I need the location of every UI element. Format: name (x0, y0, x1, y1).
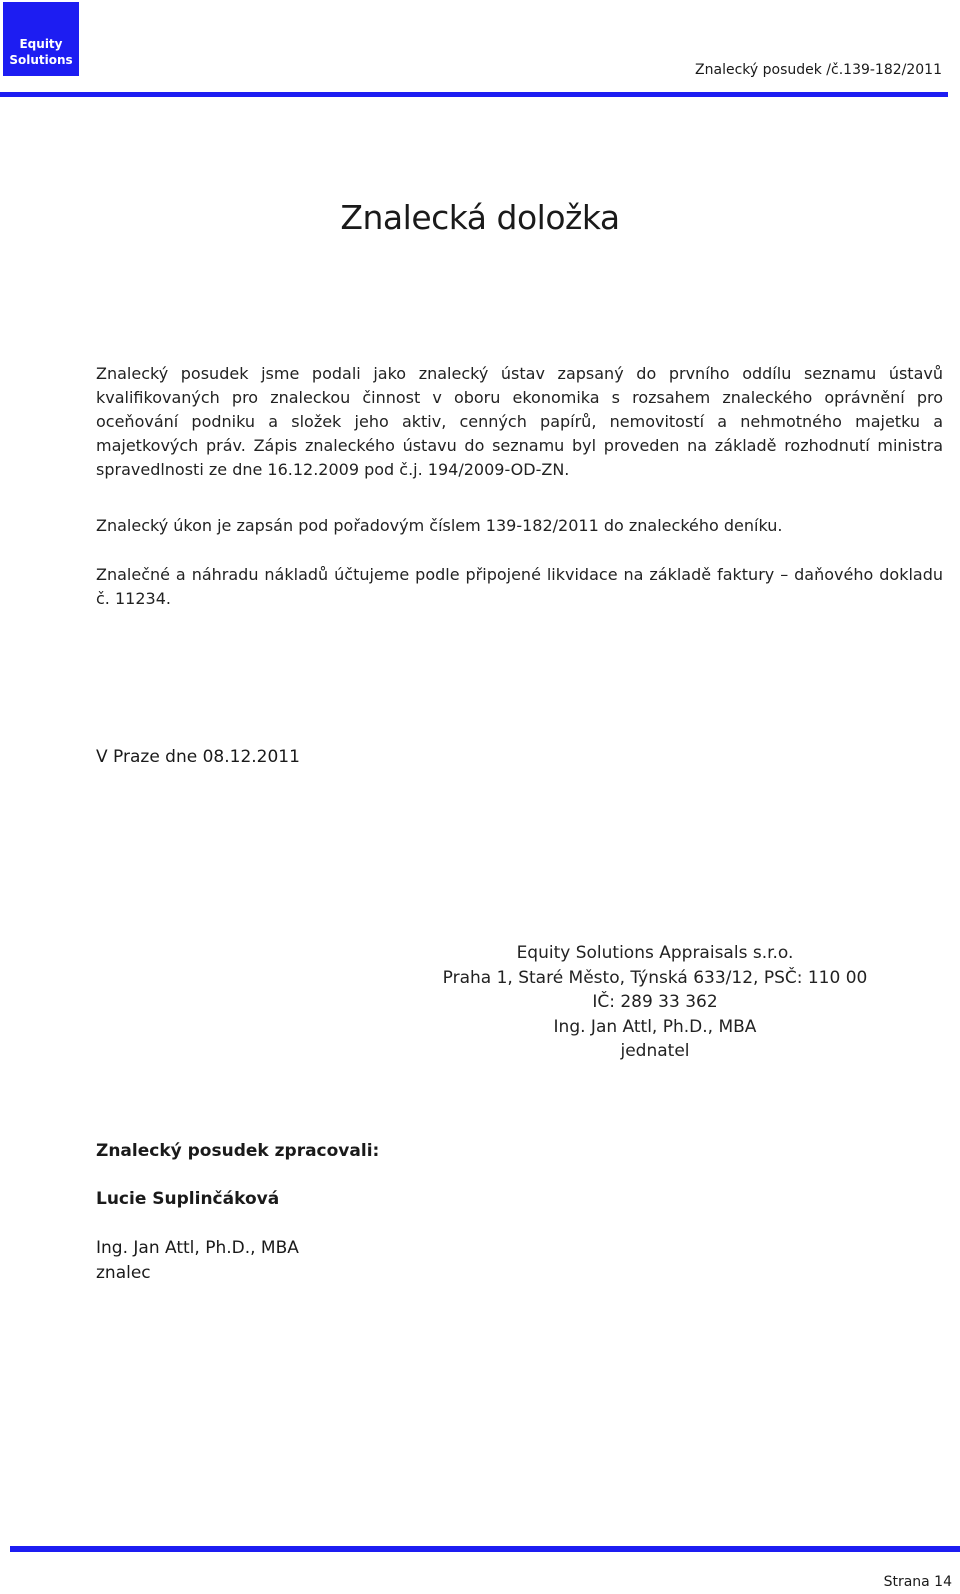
company-logo (3, 2, 79, 76)
document-reference: Znalecký posudek /č.139-182/2011 (695, 62, 942, 78)
company-signatory: Ing. Jan Attl, Ph.D., MBA (553, 1016, 757, 1037)
place-date: V Praze dne 08.12.2011 (96, 747, 300, 767)
processed-by-person-1: Lucie Suplinčáková (96, 1189, 280, 1209)
processed-by-person-2-name: Ing. Jan Attl, Ph.D., MBA (96, 1238, 299, 1258)
company-address: Praha 1, Staré Město, Týnská 633/12, PSČ: 110 00 (442, 967, 868, 988)
logo-line-1: Equity (19, 37, 63, 51)
page-title: Znalecká doložka (340, 198, 620, 237)
header-divider (0, 92, 948, 97)
page-number: Strana 14 (883, 1574, 952, 1590)
registration-paragraph: Znalecký úkon je zapsán pod pořadovým číslem 139-182/2011 do znaleckého deníku. (96, 516, 783, 535)
footer-divider (10, 1546, 960, 1552)
company-ic: IČ: 289 33 362 (592, 992, 718, 1013)
fee-paragraph: Znalečné a náhradu nákladů účtujeme podle připojené likvidace na základě faktury – daňového dokladu č. 11234. (96, 565, 943, 608)
expert-institute-paragraph: Znalecký posudek jsme podali jako znalecký ústav zapsaný do prvního oddílu seznamu ústavů kvalifikovaných pro znaleckou činnost v oboru ekonomika s rozsahem znaleckého oprávnění pro oceňování podniku a složek jeho aktiv, cenných papírů, nemovitostí a nehmotného majetku a majetkových práv. Zápis znaleckého ústavu do seznamu byl proveden na základě rozhodnutí ministra spravedlnosti ze dne 16.12.2009 pod č.j. 194/2009-OD-ZN. (96, 364, 943, 479)
company-signature-block (440, 941, 870, 1064)
company-name: Equity Solutions Appraisals s.r.o. (516, 943, 794, 963)
company-signatory-role: jednatel (620, 1041, 690, 1062)
processed-by-heading: Znalecký posudek zpracovali: (96, 1141, 380, 1161)
processed-by-person-2-role: znalec (96, 1263, 151, 1283)
logo-line-2: Solutions (9, 53, 73, 67)
